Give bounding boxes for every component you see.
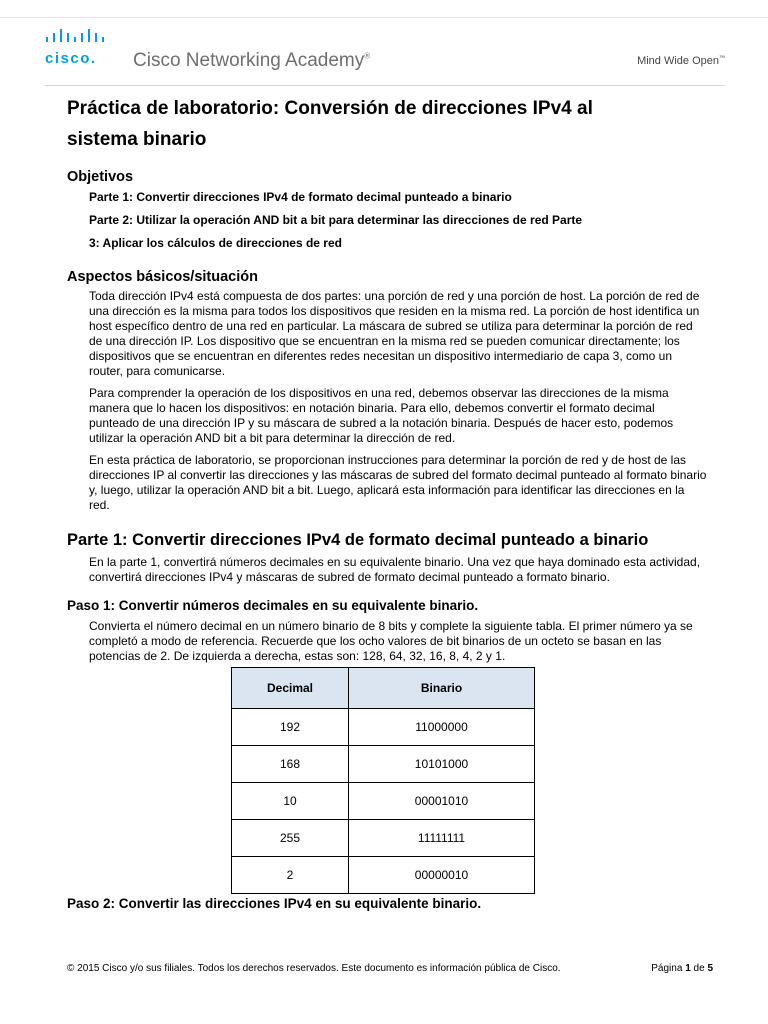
paragraph: Convierta el número decimal en un número binario de 8 bits y complete la siguiente tabla. El primer número ya se completó a modo de referencia. Recuerde que los ocho valores de bit binarios de un octeto se basan en las potencias de 2. De izquierda a derecha, estas son: 128, 64, 32, 16, 8, 4, 2 y 1. (89, 619, 693, 663)
column-header-decimal: Decimal (232, 668, 349, 709)
decimal-cell: 192 (232, 709, 349, 746)
decimal-cell: 168 (232, 746, 349, 783)
cisco-wordmark: cisco. (45, 50, 97, 67)
page-title: Práctica de laboratorio: Conversión de direcciones IPv4 al sistema binario (67, 98, 593, 150)
top-border (0, 17, 768, 18)
binary-cell[interactable]: 10101000 (349, 746, 535, 783)
header-divider (45, 85, 725, 86)
page-header (45, 28, 725, 78)
table-row (232, 857, 535, 894)
cisco-bars-icon (45, 28, 115, 48)
objectives-heading: Objetivos (67, 169, 134, 185)
paragraph: Toda dirección IPv4 está compuesta de dos partes: una porción de red y una porción de host. La porción de red de una dirección es la misma para todos los dispositivos que residen en la misma red. La porción de host identifica un host específico dentro de una red en particular. La máscara de subred se utiliza para determinar la porción de red de una dirección IP. Los dispositivo que se encuentran en la misma red se pueden comunicar directamente; los dispositivos que se encuentran en diferentes redes necesitan un dispositivo intermediario de capa 3, como un router, para comunicarse. (89, 289, 700, 378)
objective-item: Parte 2: Utilizar la operación AND bit a bit para determinar las direcciones de red Parte (89, 213, 583, 227)
decimal-binary-table (231, 667, 535, 894)
decimal-cell: 255 (232, 820, 349, 857)
column-header-binary: Binario (349, 668, 535, 709)
table-row (232, 709, 535, 746)
background-heading: Aspectos básicos/situación (67, 269, 258, 285)
table-row (232, 746, 535, 783)
binary-cell[interactable]: 00000010 (349, 857, 535, 894)
copyright-text: © 2015 Cisco y/o sus filiales. Todos los derechos reservados. Este documento es información pública de Cisco. (67, 963, 561, 974)
binary-cell[interactable]: 11111111 (349, 820, 535, 857)
step2-heading: Paso 2: Convertir las direcciones IPv4 en su equivalente binario. (67, 896, 482, 911)
page-footer (67, 963, 713, 974)
cisco-logo (45, 28, 115, 70)
table-row (232, 820, 535, 857)
part1-heading: Parte 1: Convertir direcciones IPv4 de formato decimal punteado a binario (67, 531, 649, 549)
decimal-cell: 2 (232, 857, 349, 894)
paragraph: Para comprender la operación de los dispositivos en una red, debemos observar las direcciones de la misma manera que lo hacen los dispositivos: en notación binaria. Para ello, debemos convertir el formato decimal punteado de una dirección IP y su máscara de subred a la notación binaria. Después de hacer esto, podemos utilizar la operación AND bit a bit para determinar la dirección de red. (89, 386, 674, 445)
objective-item: 3: Aplicar los cálculos de direcciones de red (89, 236, 342, 250)
objective-item: Parte 1: Convertir direcciones IPv4 de formato decimal punteado a binario (89, 190, 512, 204)
table-row (232, 783, 535, 820)
decimal-cell: 10 (232, 783, 349, 820)
tagline: Mind Wide Open™ (637, 55, 725, 67)
binary-cell[interactable]: 00001010 (349, 783, 535, 820)
step1-heading: Paso 1: Convertir números decimales en su equivalente binario. (67, 598, 479, 613)
paragraph: En esta práctica de laboratorio, se proporcionan instrucciones para determinar la porción de red y de host de las direcciones IP al convertir las direcciones y las máscaras de subred del formato decimal punteado al formato binario y, luego, utilizar la operación AND bit a bit. Luego, aplicará esta información para identificar las direcciones en la red. (89, 453, 707, 512)
academy-name: Cisco Networking Academy® (133, 50, 371, 71)
document-body (67, 93, 707, 911)
paragraph: En la parte 1, convertirá números decimales en su equivalente binario. Una vez que haya dominado esta actividad, convertirá direcciones IPv4 y máscaras de subred de formato decimal punteado a formato binario. (89, 555, 701, 584)
page-number: Página 1 de 5 (651, 963, 713, 974)
binary-cell[interactable]: 11000000 (349, 709, 535, 746)
